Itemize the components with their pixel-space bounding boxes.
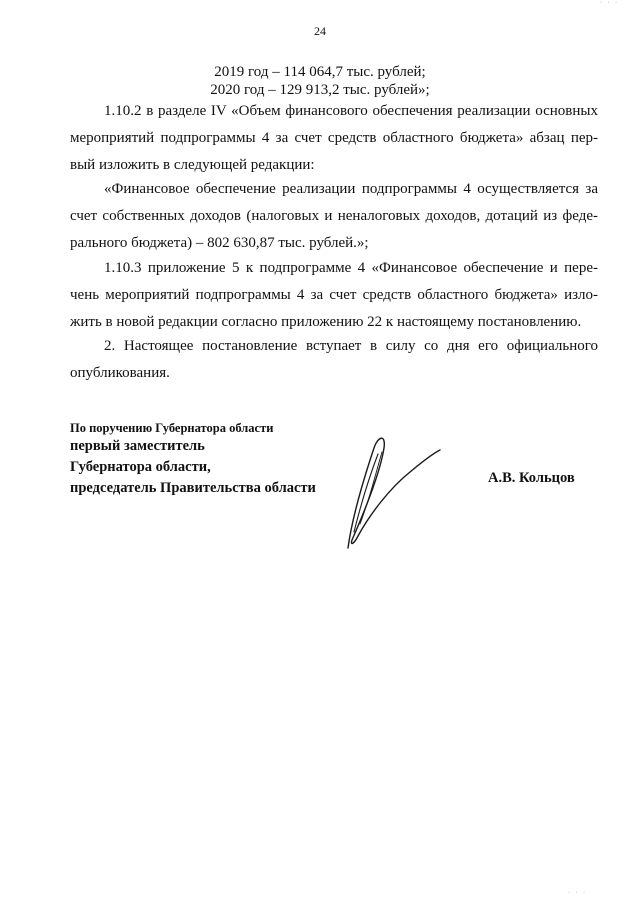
handwritten-signature [330, 428, 460, 558]
signatory-position: председатель Правительства области [70, 480, 316, 496]
paragraph-2 [70, 333, 598, 387]
text-line: рального бюджета) – 802 630,87 тыс. рублей.»; [70, 235, 369, 251]
text-line: опубликования. [70, 365, 170, 381]
signature-block [70, 420, 370, 499]
paragraph-1-10-3 [70, 255, 598, 336]
text-line: 1.10.2 в разделе IV «Объем финансового обеспечения реализации основных [104, 103, 598, 119]
budget-line-2020: 2020 год – 129 913,2 тыс. рублей»; [210, 82, 430, 98]
text-line: жить в новой редакции согласно приложению 22 к настоящему постановлению. [70, 314, 582, 330]
signatory-position: первый заместитель [70, 438, 205, 454]
budget-line-2019: 2019 год – 114 064,7 тыс. рублей; [214, 64, 426, 80]
text-line: вый изложить в следующей редакции: [70, 157, 315, 173]
text-line: «Финансовое обеспечение реализации подпрограммы 4 осуществляется за [104, 181, 598, 197]
text-line: 2. Настоящее постановление вступает в силу со дня его официального [104, 338, 598, 354]
text-line: 1.10.3 приложение 5 к подпрограмме 4 «Финансовое обеспечение и пере- [104, 260, 598, 276]
text-line: чень мероприятий подпрограммы 4 за счет средств областного бюджета» изло- [70, 287, 598, 303]
scan-mark-top-right: · · · [600, 0, 619, 6]
text-line: мероприятий подпрограммы 4 за счет средств областного бюджета» абзац пер- [70, 130, 598, 146]
page-number: 24 [314, 24, 326, 38]
signatory-position: Губернатора области, [70, 459, 211, 475]
signatory-authority: По поручению Губернатора области [70, 421, 274, 435]
scan-mark-bottom-right: · · · [568, 890, 587, 896]
signer-name: А.В. Кольцов [488, 470, 575, 486]
paragraph-1-10-2 [70, 98, 598, 179]
text-line: счет собственных доходов (налоговых и неналоговых доходов, дотаций из феде- [70, 208, 598, 224]
paragraph-quote [70, 176, 598, 257]
